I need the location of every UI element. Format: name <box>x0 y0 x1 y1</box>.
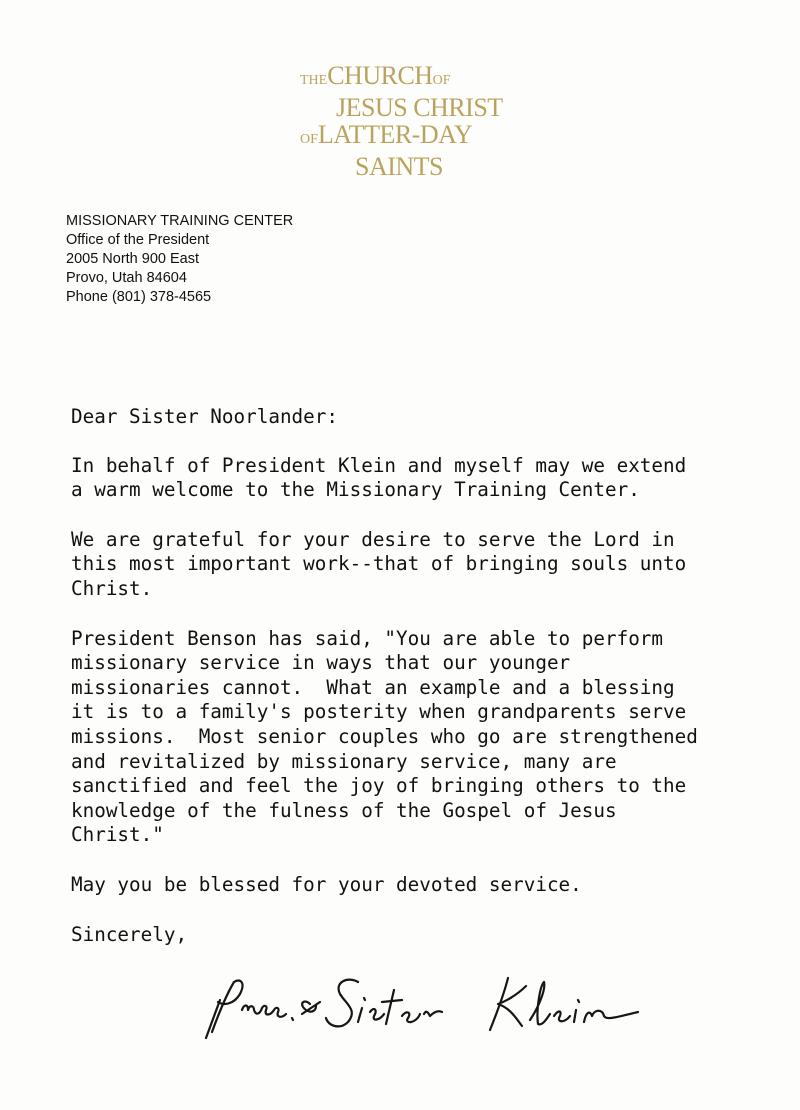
salutation: Dear Sister Noorlander: <box>71 405 338 428</box>
paragraph-line: sanctified and feel the joy of bringing others to the <box>71 774 687 798</box>
paragraph-4: May you be blessed for your devoted service. <box>71 872 582 896</box>
paragraph-3 <box>71 627 761 848</box>
address-street: 2005 North 900 East <box>66 251 200 267</box>
paragraph-line: In behalf of President Klein and myself may we extend <box>71 453 687 477</box>
paragraph-1 <box>71 454 761 503</box>
letterhead-address <box>66 212 293 307</box>
paragraph-line: Christ. <box>71 576 153 600</box>
address-office: Office of the President <box>66 232 210 248</box>
paragraph-line: knowledge of the fulness of the Gospel of Jesus <box>71 798 617 822</box>
paragraph-line: and revitalized by missionary service, many are <box>71 749 617 773</box>
logo-line-4: SAINTS <box>355 152 444 181</box>
address-center: MISSIONARY TRAINING CENTER <box>66 213 294 229</box>
paragraph-line: this most important work--that of bringing souls unto <box>71 552 687 576</box>
paragraph-line: a warm welcome to the Missionary Training Center. <box>71 478 640 502</box>
paragraph-2 <box>71 528 761 602</box>
closing: Sincerely, <box>71 922 188 946</box>
paragraph-line: Christ." <box>71 823 164 847</box>
logo-line-1: THECHURCHOF <box>300 61 451 90</box>
logo-line-3: OFLATTER-DAY <box>300 120 473 149</box>
logo-line-2: JESUS CHRIST <box>336 93 503 122</box>
church-logo <box>300 62 530 180</box>
address-city: Provo, Utah 84604 <box>66 270 187 286</box>
paragraph-line: President Benson has said, "You are able to perform <box>71 626 664 650</box>
paragraph-line: We are grateful for your desire to serve the Lord in <box>71 527 675 551</box>
signature-drawing <box>198 960 678 1060</box>
paragraph-line: missions. Most senior couples who go are strengthened <box>71 724 698 748</box>
paragraph-line: it is to a family's posterity when grandparents serve <box>71 700 687 724</box>
paragraph-line: missionaries cannot. What an example and a blessing <box>71 675 675 699</box>
letter-body <box>71 405 761 947</box>
handwritten-signature <box>198 960 678 1060</box>
address-phone: Phone (801) 378-4565 <box>66 289 212 305</box>
paragraph-line: missionary service in ways that our younger <box>71 651 571 675</box>
